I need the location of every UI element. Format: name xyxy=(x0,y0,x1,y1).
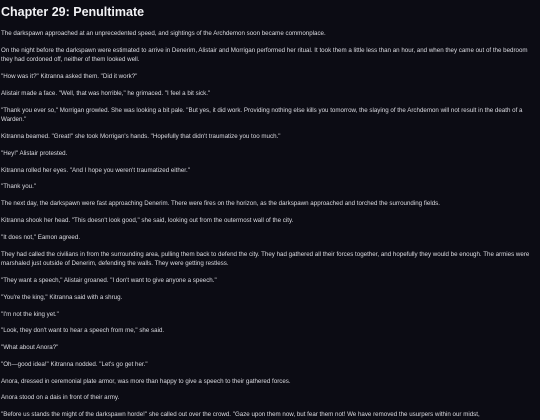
paragraph: Alistair made a face. "Well, that was horrible," he grimaced. "I feel a bit sick." xyxy=(1,89,211,97)
paragraph: Anora stood on a dais in front of their army. xyxy=(1,394,120,402)
paragraph: "Thank you." xyxy=(1,183,37,191)
paragraph: "It does not," Eamon agreed. xyxy=(1,233,81,241)
paragraph: "What about Anora?" xyxy=(1,344,59,352)
paragraph: "You're the king," Kitranna said with a shrug. xyxy=(1,293,123,301)
chapter-title: Chapter 29: Penultimate xyxy=(1,5,145,19)
paragraph: "They want a speech," Alistair groaned. "I don't want to give anyone a speech." xyxy=(1,276,217,284)
paragraph: The darkspawn approached at an unprecedented speed, and sightings of the Archdemon soon became commonplace. xyxy=(1,30,326,37)
paragraph: They had called the civilians in from the surrounding area, pulling them back to defend the city. They had gathered all their forces together, and hopefully they would be enough. The armies were marshaled just outside of Denerim, defending the walls. They were getting restless. xyxy=(1,250,530,268)
paragraph: "Oh—good idea!" Kitranna nodded. "Let's go get her." xyxy=(1,360,148,368)
paragraph: Kitranna shook her head. "This doesn't look good," she said, looking out from the outermost wall of the city. xyxy=(1,217,294,224)
paragraph: The next day, the darkspawn were fast approaching Denerim. There were fires on the horizon, as the darkspawn approached and torched the surrounding fields. xyxy=(1,200,440,208)
paragraph: Kitranna beamed. "Great!" she took Morrigan's hands. "Hopefully that didn't traumatize you too much." xyxy=(1,133,281,141)
paragraph: Anora, dressed in ceremonial plate armor, was more than happy to give a speech to their gathered forces. xyxy=(1,377,291,385)
paragraph: "Thank you ever so," Morrigan growled. She was looking a bit pale. "But yes, it did work. Providing nothing else kills you tomorrow, the slaying of the Archdemon will not result in the death of a Warden." xyxy=(1,106,523,124)
paragraph: "Look, they don't want to hear a speech from me," she said. xyxy=(1,327,165,335)
paragraph: "I'm not the king yet." xyxy=(1,310,59,318)
paragraph: On the night before the darkspawn were estimated to arrive in Denerim, Alistair and Morrigan performed her ritual. It took them a little less than an hour, and when they came out of the bedroom they had cordoned off, neither of them looked well. xyxy=(1,46,528,64)
paragraph: "How was it?" Kitranna asked them. "Did it work?" xyxy=(1,73,138,81)
paragraph: "Before us stands the might of the darkspawn horde!" she called out over the crowd. "Gaze upon them now, but fear them not! We have removed the usurpers within our midst, xyxy=(1,411,480,419)
paragraph: Kitranna rolled her eyes. "And I hope you weren't traumatized either." xyxy=(1,166,190,174)
paragraph: "Hey!" Alistair protested. xyxy=(1,149,68,157)
